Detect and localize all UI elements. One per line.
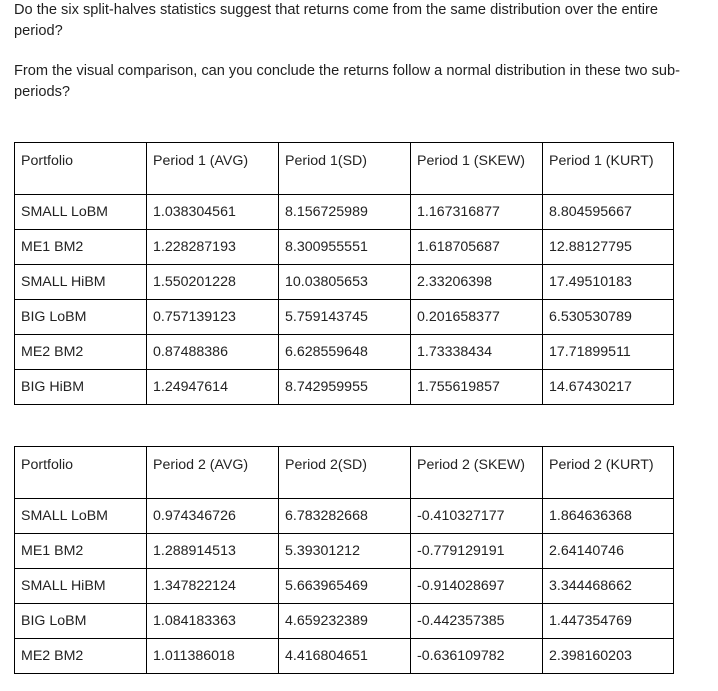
- skew-cell: -0.779129191: [411, 534, 543, 569]
- kurt-cell: 2.398160203: [543, 639, 674, 674]
- period-2-statistics-table: [14, 446, 674, 674]
- skew-cell: 2.33206398: [411, 265, 543, 300]
- kurt-cell: 2.64140746: [543, 534, 674, 569]
- column-header: Portfolio: [15, 447, 147, 499]
- column-header: Period 1 (KURT): [543, 143, 674, 195]
- portfolio-cell: ME2 BM2: [15, 639, 147, 674]
- portfolio-cell: SMALL HiBM: [15, 569, 147, 604]
- period-1-statistics-table: [14, 142, 674, 405]
- portfolio-cell: ME1 BM2: [15, 534, 147, 569]
- avg-cell: 1.228287193: [147, 230, 279, 265]
- sd-cell: 4.416804651: [279, 639, 411, 674]
- column-header: Period 2(SD): [279, 447, 411, 499]
- sd-cell: 5.663965469: [279, 569, 411, 604]
- column-header: Portfolio: [15, 143, 147, 195]
- skew-cell: 1.167316877: [411, 195, 543, 230]
- avg-cell: 1.550201228: [147, 265, 279, 300]
- portfolio-cell: SMALL LoBM: [15, 499, 147, 534]
- portfolio-cell: BIG HiBM: [15, 370, 147, 405]
- column-header: Period 1(SD): [279, 143, 411, 195]
- table-row: [15, 499, 674, 534]
- avg-cell: 0.757139123: [147, 300, 279, 335]
- portfolio-cell: BIG LoBM: [15, 604, 147, 639]
- avg-cell: 1.24947614: [147, 370, 279, 405]
- skew-cell: 1.755619857: [411, 370, 543, 405]
- kurt-cell: 6.530530789: [543, 300, 674, 335]
- table-row: [15, 265, 674, 300]
- avg-cell: 1.288914513: [147, 534, 279, 569]
- column-header: Period 2 (KURT): [543, 447, 674, 499]
- kurt-cell: 3.344468662: [543, 569, 674, 604]
- skew-cell: 1.618705687: [411, 230, 543, 265]
- portfolio-cell: SMALL HiBM: [15, 265, 147, 300]
- sd-cell: 6.783282668: [279, 499, 411, 534]
- table-row: [15, 639, 674, 674]
- skew-cell: -0.914028697: [411, 569, 543, 604]
- table-row: [15, 370, 674, 405]
- sd-cell: 8.742959955: [279, 370, 411, 405]
- portfolio-cell: SMALL LoBM: [15, 195, 147, 230]
- sd-cell: 5.759143745: [279, 300, 411, 335]
- avg-cell: 1.011386018: [147, 639, 279, 674]
- sd-cell: 6.628559648: [279, 335, 411, 370]
- portfolio-cell: ME2 BM2: [15, 335, 147, 370]
- skew-cell: 1.73338434: [411, 335, 543, 370]
- sd-cell: 8.300955551: [279, 230, 411, 265]
- skew-cell: -0.636109782: [411, 639, 543, 674]
- question-same-distribution: Do the six split-halves statistics suggest that returns come from the same distribution over the entire period?: [14, 2, 659, 39]
- column-header: Period 2 (AVG): [147, 447, 279, 499]
- table-header-row: [15, 143, 674, 195]
- avg-cell: 0.87488386: [147, 335, 279, 370]
- portfolio-cell: ME1 BM2: [15, 230, 147, 265]
- skew-cell: 0.201658377: [411, 300, 543, 335]
- kurt-cell: 17.71899511: [543, 335, 674, 370]
- table-row: [15, 300, 674, 335]
- table-row: [15, 195, 674, 230]
- kurt-cell: 1.864636368: [543, 499, 674, 534]
- question-normal-distribution: From the visual comparison, can you conclude the returns follow a normal distribution in these two sub-periods?: [14, 63, 680, 100]
- avg-cell: 1.347822124: [147, 569, 279, 604]
- table-row: [15, 335, 674, 370]
- table-row: [15, 534, 674, 569]
- kurt-cell: 1.447354769: [543, 604, 674, 639]
- kurt-cell: 14.67430217: [543, 370, 674, 405]
- kurt-cell: 12.88127795: [543, 230, 674, 265]
- table-header-row: [15, 447, 674, 499]
- table-row: [15, 569, 674, 604]
- column-header: Period 2 (SKEW): [411, 447, 543, 499]
- portfolio-cell: BIG LoBM: [15, 300, 147, 335]
- skew-cell: -0.442357385: [411, 604, 543, 639]
- avg-cell: 1.084183363: [147, 604, 279, 639]
- sd-cell: 5.39301212: [279, 534, 411, 569]
- kurt-cell: 8.804595667: [543, 195, 674, 230]
- sd-cell: 8.156725989: [279, 195, 411, 230]
- column-header: Period 1 (SKEW): [411, 143, 543, 195]
- avg-cell: 1.038304561: [147, 195, 279, 230]
- table-row: [15, 604, 674, 639]
- sd-cell: 10.03805653: [279, 265, 411, 300]
- column-header: Period 1 (AVG): [147, 143, 279, 195]
- kurt-cell: 17.49510183: [543, 265, 674, 300]
- skew-cell: -0.410327177: [411, 499, 543, 534]
- avg-cell: 0.974346726: [147, 499, 279, 534]
- sd-cell: 4.659232389: [279, 604, 411, 639]
- table-row: [15, 230, 674, 265]
